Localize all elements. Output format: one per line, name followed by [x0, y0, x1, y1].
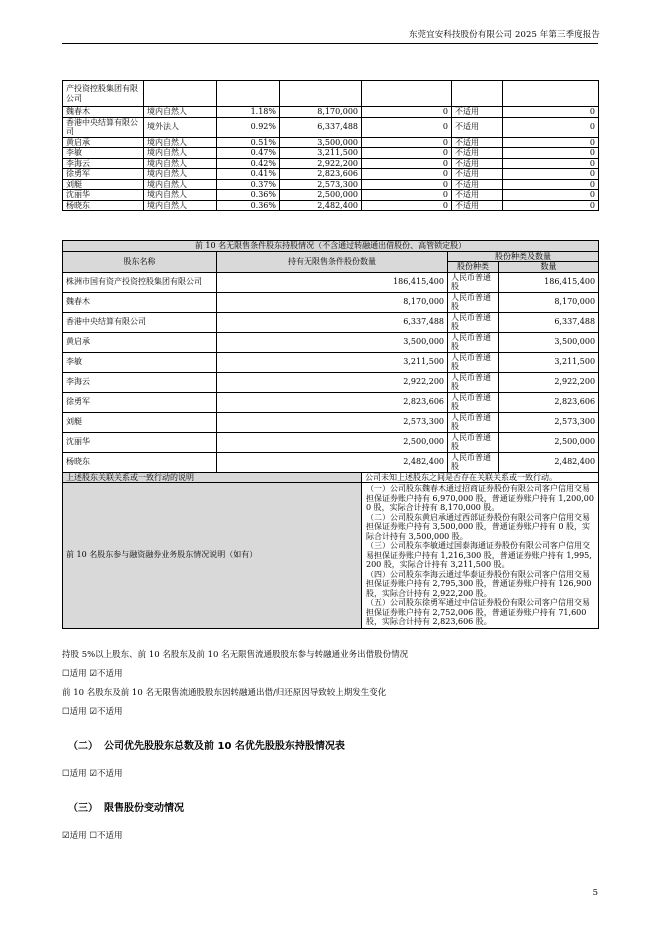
- unrestricted-qty: 2,482,400: [217, 452, 448, 472]
- unrestricted-qty: 2,922,200: [217, 372, 448, 392]
- holding-shares: 2,573,300: [280, 179, 362, 190]
- shareholder-type: 境内自然人: [144, 179, 217, 190]
- margin-note: （一）公司股东魏春木通过招商证券股份有限公司客户信用交易担保证券账户持有 6,970,000 股，普通证券账户持有 1,200,000 股，实际合计持有 8,170,000 股。: [366, 484, 594, 512]
- section-3-number: （三）: [68, 803, 98, 814]
- top10-shareholders-table: [62, 80, 599, 211]
- unrestricted-qty: 8,170,000: [217, 292, 448, 312]
- section-2-number: （二）: [68, 741, 98, 752]
- shareholder-name: 李敏: [63, 148, 144, 159]
- share-amount: 2,482,400: [499, 452, 599, 472]
- share-kind: 人民币普通股: [448, 292, 499, 312]
- section-3-check: ☑适用 ☐不适用: [62, 831, 123, 841]
- pledge-status: 不适用: [452, 179, 503, 190]
- holding-pct: 0.41%: [217, 169, 280, 180]
- page-number: 5: [592, 888, 598, 898]
- shareholder-type: 境内自然人: [144, 169, 217, 180]
- holding-shares: 2,922,200: [280, 158, 362, 169]
- restricted-shares: 0: [362, 190, 452, 201]
- holding-shares: 2,823,606: [280, 169, 362, 180]
- shareholder-name: 刘艇: [63, 179, 144, 190]
- change-check: ☐适用 ☑不适用: [62, 707, 123, 717]
- table-row: [63, 332, 599, 352]
- share-kind: 人民币普通股: [448, 352, 499, 372]
- shareholder-name: 徐勇军: [63, 169, 144, 180]
- share-kind: 人民币普通股: [448, 332, 499, 352]
- col-header-amount: 数量: [499, 262, 599, 273]
- restricted-shares: 0: [362, 117, 452, 137]
- section-2-heading: [68, 737, 345, 752]
- margin-note: （二）公司股东黄启承通过西部证券股份有限公司客户信用交易担保证券账户持有 3,500,000 股，普通证券账户持有 0 股，实际合计持有 3,500,000 股。: [366, 512, 590, 541]
- holding-pct: 0.47%: [217, 148, 280, 159]
- shareholder-type: 境内自然人: [144, 107, 217, 118]
- restricted-shares: [362, 81, 452, 107]
- header-rule: [62, 43, 598, 44]
- section-3-heading: [68, 799, 184, 814]
- shareholder-name: 株洲市国有资产投资控股集团有限公司: [63, 272, 217, 292]
- table-row: [63, 432, 599, 452]
- shareholder-name: 李敏: [63, 352, 217, 372]
- shareholder-name: 香港中央结算有限公司: [63, 117, 144, 137]
- col-header-kind-group: 股份种类及数量: [448, 251, 599, 262]
- share-amount: 3,211,500: [499, 352, 599, 372]
- table-row: [63, 200, 599, 211]
- share-kind: 人民币普通股: [448, 372, 499, 392]
- share-amount: 2,922,200: [499, 372, 599, 392]
- pledge-qty: 0: [503, 137, 599, 148]
- shareholder-type: 境内自然人: [144, 148, 217, 159]
- holding-pct: 0.51%: [217, 137, 280, 148]
- holding-shares: [280, 81, 362, 107]
- shareholder-name: 杨晓东: [63, 200, 144, 211]
- share-kind: 人民币普通股: [448, 312, 499, 332]
- table-row: [63, 137, 599, 148]
- table-row: [63, 372, 599, 392]
- margin-note: （四）公司股东李海云通过华泰证券股份有限公司客户信用交易担保证券账户持有 2,795,300 股，普通证券账户持有 126,900 股，实际合计持有 2,922,200 股。: [366, 569, 592, 598]
- shareholder-name: 黄启承: [63, 332, 217, 352]
- pledge-status: 不适用: [452, 169, 503, 180]
- share-kind: 人民币普通股: [448, 412, 499, 432]
- holding-pct: 0.92%: [217, 117, 280, 137]
- shareholder-name: 沈丽华: [63, 190, 144, 201]
- shareholder-type: 境内自然人: [144, 200, 217, 211]
- shareholder-type: [144, 81, 217, 107]
- holding-pct: 0.37%: [217, 179, 280, 190]
- share-kind: 人民币普通股: [448, 392, 499, 412]
- holding-shares: 6,337,488: [280, 117, 362, 137]
- pledge-status: [452, 81, 503, 107]
- relation-label: 上述股东关联关系或一致行动的说明: [63, 472, 362, 483]
- pledge-qty: 0: [503, 117, 599, 137]
- holding-shares: 3,211,500: [280, 148, 362, 159]
- table-row: [63, 179, 599, 190]
- table-row: [63, 412, 599, 432]
- top10-unrestricted-table: [62, 240, 599, 629]
- unrestricted-qty: 2,573,300: [217, 412, 448, 432]
- pledge-qty: 0: [503, 107, 599, 118]
- pledge-qty: 0: [503, 169, 599, 180]
- share-kind: 人民币普通股: [448, 432, 499, 452]
- restricted-shares: 0: [362, 200, 452, 211]
- shareholder-name: 李海云: [63, 372, 217, 392]
- margin-notes: [362, 483, 599, 629]
- shareholder-name: 徐勇军: [63, 392, 217, 412]
- unrestricted-qty: 3,500,000: [217, 332, 448, 352]
- change-text: 前 10 名股东及前 10 名无限售流通股股东因转融通出借/归还原因导致较上期发生变化: [62, 688, 387, 698]
- margin-note: （五）公司股东徐勇军通过中信证券股份有限公司客户信用交易担保证券账户持有 2,752,006 股，普通证券账户持有 71,600 股，实际合计持有 2,823,606 股。: [366, 598, 590, 626]
- section-3-title: 限售股份变动情况: [104, 803, 184, 814]
- table-row: [63, 392, 599, 412]
- table-row: [63, 452, 599, 472]
- restricted-shares: 0: [362, 148, 452, 159]
- shareholder-type: 境外法人: [144, 117, 217, 137]
- share-amount: 8,170,000: [499, 292, 599, 312]
- pledge-qty: 0: [503, 190, 599, 201]
- pledge-status: 不适用: [452, 137, 503, 148]
- share-kind: 人民币普通股: [448, 452, 499, 472]
- shareholder-name: 李海云: [63, 158, 144, 169]
- share-amount: 3,500,000: [499, 332, 599, 352]
- relation-text: 公司未知上述股东之间是否存在关联关系或一致行动。: [362, 472, 599, 483]
- table-row: [63, 81, 599, 107]
- unrestricted-qty: 3,211,500: [217, 352, 448, 372]
- unrestricted-title: 前 10 名无限售条件股东持股情况（不含通过转融通出借股份、高管锁定股）: [63, 241, 599, 252]
- restricted-shares: 0: [362, 158, 452, 169]
- share-amount: 2,823,606: [499, 392, 599, 412]
- col-header-name: 股东名称: [63, 251, 217, 272]
- lending-check: ☐适用 ☑不适用: [62, 669, 123, 679]
- holding-pct: 1.18%: [217, 107, 280, 118]
- table-row: [63, 107, 599, 118]
- pledge-status: 不适用: [452, 158, 503, 169]
- holding-pct: 0.42%: [217, 158, 280, 169]
- holding-pct: [217, 81, 280, 107]
- shareholder-name: 产投资控股集团有限公司: [63, 81, 144, 107]
- shareholder-name: 黄启承: [63, 137, 144, 148]
- shareholder-name: 魏春木: [63, 107, 144, 118]
- table-row: [63, 312, 599, 332]
- table-row: [63, 148, 599, 159]
- unrestricted-qty: 6,337,488: [217, 312, 448, 332]
- share-kind: 人民币普通股: [448, 272, 499, 292]
- unrestricted-qty: 186,415,400: [217, 272, 448, 292]
- pledge-status: 不适用: [452, 200, 503, 211]
- pledge-qty: 0: [503, 148, 599, 159]
- share-amount: 186,415,400: [499, 272, 599, 292]
- holding-shares: 8,170,000: [280, 107, 362, 118]
- share-amount: 2,573,300: [499, 412, 599, 432]
- table-row: [63, 117, 599, 137]
- margin-note: （三）公司股东李敏通过国泰海通证券股份有限公司客户信用交易担保证券账户持有 1,216,300 股，普通证券账户持有 1,995,200 股，实际合计持有 3,211,500 股。: [366, 541, 592, 569]
- restricted-shares: 0: [362, 107, 452, 118]
- pledge-qty: 0: [503, 200, 599, 211]
- pledge-qty: 0: [503, 158, 599, 169]
- col-header-qty: 持有无限售条件股份数量: [217, 251, 448, 272]
- pledge-status: 不适用: [452, 117, 503, 137]
- shareholder-name: 沈丽华: [63, 432, 217, 452]
- pledge-status: 不适用: [452, 107, 503, 118]
- shareholder-type: 境内自然人: [144, 137, 217, 148]
- pledge-qty: [503, 81, 599, 107]
- table-row: [63, 352, 599, 372]
- share-amount: 2,500,000: [499, 432, 599, 452]
- restricted-shares: 0: [362, 169, 452, 180]
- table-row: [63, 272, 599, 292]
- col-header-kind: 股份种类: [448, 262, 499, 273]
- restricted-shares: 0: [362, 179, 452, 190]
- table-row: [63, 190, 599, 201]
- share-amount: 6,337,488: [499, 312, 599, 332]
- pledge-status: 不适用: [452, 190, 503, 201]
- restricted-shares: 0: [362, 137, 452, 148]
- shareholder-type: 境内自然人: [144, 158, 217, 169]
- shareholder-name: 杨晓东: [63, 452, 217, 472]
- pledge-qty: 0: [503, 179, 599, 190]
- margin-label: 前 10 名股东参与融资融券业务股东情况说明（如有）: [63, 483, 362, 629]
- pledge-status: 不适用: [452, 148, 503, 159]
- unrestricted-qty: 2,500,000: [217, 432, 448, 452]
- shareholder-name: 魏春木: [63, 292, 217, 312]
- shareholder-name: 刘艇: [63, 412, 217, 432]
- table-row: [63, 158, 599, 169]
- lending-text: 持股 5%以上股东、前 10 名股东及前 10 名无限售流通股股东参与转融通业务出借股份情况: [62, 650, 409, 660]
- section-2-check: ☐适用 ☑不适用: [62, 769, 123, 779]
- table-row: [63, 169, 599, 180]
- holding-shares: 2,500,000: [280, 190, 362, 201]
- report-header: 东莞宜安科技股份有限公司 2025 年第三季度报告: [408, 30, 600, 40]
- section-2-title: 公司优先股股东总数及前 10 名优先股股东持股情况表: [104, 741, 345, 752]
- shareholder-name: 香港中央结算有限公司: [63, 312, 217, 332]
- holding-shares: 3,500,000: [280, 137, 362, 148]
- holding-pct: 0.36%: [217, 190, 280, 201]
- shareholder-type: 境内自然人: [144, 190, 217, 201]
- unrestricted-qty: 2,823,606: [217, 392, 448, 412]
- holding-pct: 0.36%: [217, 200, 280, 211]
- table-row: [63, 292, 599, 312]
- holding-shares: 2,482,400: [280, 200, 362, 211]
